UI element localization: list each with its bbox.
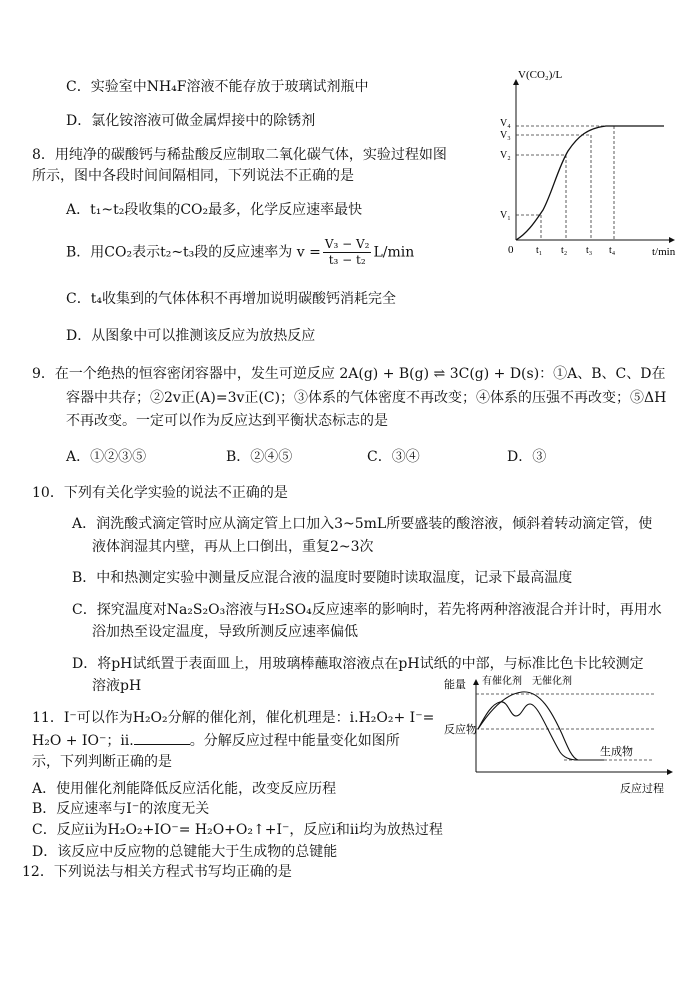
energy-y-label: 能量 bbox=[444, 679, 466, 691]
q10-option-c-line1: C．探究温度对Na₂S₂O₃溶液与H₂SO₄反应速率的影响时，若先将两种溶液混合并计时，再用水 bbox=[72, 602, 662, 618]
q10-option-b: B．中和热测定实验中测量反应混合液的温度时要随时读取温度，记录下最高温度 bbox=[72, 570, 573, 586]
uncatalyzed-curve bbox=[478, 692, 604, 760]
y-tick-v4: V₄ bbox=[500, 118, 511, 129]
q10-option-a-line1: A．润洗酸式滴定管时应从滴定管上口加入3~5mL所要盛装的酸溶液，倾斜着转动滴定管，使 bbox=[72, 516, 653, 532]
uncatalyzed-label: 无催化剂 bbox=[532, 676, 572, 687]
y-tick-v3: V₃ bbox=[500, 130, 511, 141]
q11-option-c: C．反应ii为H₂O₂+IO⁻= H₂O+O₂↑+I⁻，反应ⅰ和ⅱ均为放热过程 bbox=[32, 822, 443, 838]
y-tick-v1: V₁ bbox=[500, 210, 511, 221]
q11-stem-line1: 11．I⁻可以作为H₂O₂分解的催化剂，催化机理是：i.H₂O₂+ I⁻= bbox=[32, 710, 435, 726]
q11-stem-line2-text: H₂O + IO⁻；ii. bbox=[32, 733, 134, 749]
q9-option-b: B．②④⑤ bbox=[226, 449, 293, 465]
answer-blank[interactable] bbox=[134, 730, 190, 745]
q8-option-b-text: B．用CO₂表示t₂~t₃段的反应速率为 v = bbox=[66, 244, 321, 261]
q7-option-c: C．实验室中NH₄F溶液不能存放于玻璃试剂瓶中 bbox=[66, 79, 369, 95]
x-tick-t2: t₂ bbox=[561, 245, 568, 256]
rate-fraction bbox=[323, 237, 372, 268]
q11-stem-line2 bbox=[32, 730, 400, 751]
reactant-label: 反应物 bbox=[444, 724, 477, 736]
co2-volume-graph bbox=[496, 68, 692, 264]
rate-fraction-denominator: t₃ − t₂ bbox=[328, 253, 366, 267]
q10-option-d-line1: D．将pH试纸置于表面皿上，用玻璃棒蘸取溶液点在pH试纸的中部，与标准比色卡比较测定 bbox=[72, 656, 644, 672]
rate-fraction-numerator: V₃ − V₂ bbox=[324, 237, 370, 251]
q9-option-c: C．③④ bbox=[367, 449, 420, 465]
energy-profile-graph bbox=[444, 672, 680, 800]
q11-option-b: B．反应速率与I⁻的浓度无关 bbox=[32, 801, 210, 817]
co2-curve bbox=[516, 126, 664, 240]
product-label: 生成物 bbox=[600, 746, 633, 758]
q10-option-a-line2: 液体润湿其内壁，再从上口倒出，重复2~3次 bbox=[92, 539, 374, 555]
guide-lines bbox=[516, 126, 614, 240]
q9-option-a: A．①②③⑤ bbox=[66, 449, 147, 465]
q10-stem: 10．下列有关化学实验的说法不正确的是 bbox=[32, 485, 288, 501]
x-axis-label: t/min bbox=[652, 246, 676, 258]
x-tick-t4: t₄ bbox=[609, 245, 616, 256]
q7-option-d: D．氯化铵溶液可做金属焊接中的除锈剂 bbox=[66, 113, 316, 129]
q8-option-c: C．t₄收集到的气体体积不再增加说明碳酸钙消耗完全 bbox=[66, 291, 396, 307]
catalyzed-label: 有催化剂 bbox=[482, 676, 522, 687]
x-tick-t1: t₁ bbox=[536, 245, 543, 256]
q8-stem-line2: 所示，图中各段时间间隔相同，下列说法不正确的是 bbox=[32, 168, 354, 184]
q11-stem-line3: 示，下列判断正确的是 bbox=[32, 754, 172, 770]
catalyzed-curve bbox=[478, 702, 578, 760]
q10-option-c-line2: 浴加热至设定温度，导致所测反应速率偏低 bbox=[92, 624, 358, 640]
rate-unit: L/min bbox=[373, 244, 415, 261]
q11-stem-line2-tail: 。分解反应过程中能量变化如图所 bbox=[189, 733, 400, 749]
q9-option-d: D．③ bbox=[507, 449, 547, 465]
q8-option-b bbox=[66, 237, 414, 268]
q8-option-a: A．t₁~t₂段收集的CO₂最多，化学反应速率最快 bbox=[66, 202, 363, 218]
q9-stem-line2: 容器中共存；②2v正(A)=3v正(C)；③体系的气体密度不再改变；④体系的压强不再改变；⑤ΔH bbox=[66, 390, 667, 406]
y-tick-v2: V₂ bbox=[500, 150, 511, 161]
q9-stem-line1: 9．在一个绝热的恒容密闭容器中，发生可逆反应 2A(g) + B(g) ⇌ 3C(g) + D(s)：①A、B、C、D在 bbox=[32, 366, 666, 382]
energy-x-label: 反应过程 bbox=[620, 783, 664, 795]
q9-stem-line3: 不再改变。一定可以作为反应达到平衡状态标志的是 bbox=[66, 413, 388, 429]
q8-stem-line1: 8．用纯净的碳酸钙与稀盐酸反应制取二氧化碳气体，实验过程如图 bbox=[32, 147, 447, 163]
q12-stem: 12．下列说法与相关方程式书写均正确的是 bbox=[22, 864, 292, 880]
q11-option-d: D．该反应中反应物的总键能大于生成物的总键能 bbox=[32, 844, 338, 860]
x-tick-t3: t₃ bbox=[586, 245, 593, 256]
y-axis-label: V(CO₂)/L bbox=[518, 69, 563, 81]
q11-option-a: A．使用催化剂能降低反应活化能，改变反应历程 bbox=[32, 781, 337, 797]
q10-option-d-line2: 溶液pH bbox=[92, 678, 142, 694]
origin-label: 0 bbox=[508, 244, 514, 256]
q8-option-d: D．从图象中可以推测该反应为放热反应 bbox=[66, 328, 316, 344]
